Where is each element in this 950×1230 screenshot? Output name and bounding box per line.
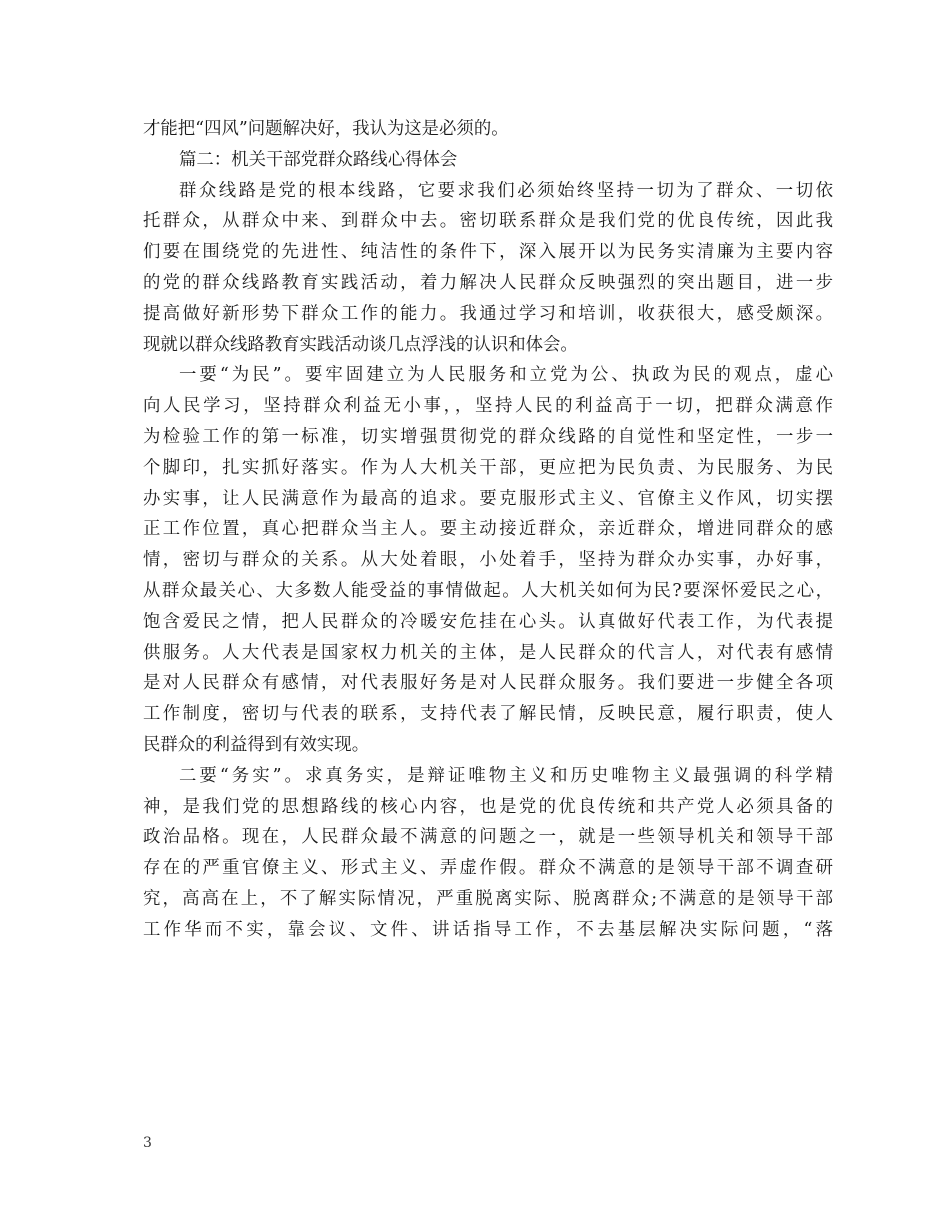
text-line: 才能把“四风”问题解决好，我认为这是必须的。 bbox=[143, 119, 509, 139]
page-number: 3 bbox=[143, 1135, 152, 1151]
text-line: 的党的群众线路教育实践活动，着力解决人民群众反映强烈的突出题目，进一步 bbox=[143, 272, 833, 293]
text-line: 向人民学习，坚持群众利益无小事，，坚持人民的利益高于一切，把群众满意作 bbox=[143, 396, 833, 417]
text-line: 为检验工作的第一标准，切实增强贯彻党的群众线路的自觉性和坚定性，一步一 bbox=[143, 426, 833, 447]
text-line: 群众线路是党的根本线路，它要求我们必须始终坚持一切为了群众、一切依 bbox=[179, 180, 833, 201]
text-line: 二要“务实”。求真务实，是辩证唯物主义和历史唯物主义最强调的科学精 bbox=[179, 765, 833, 786]
text-line: 神，是我们党的思想路线的核心内容，也是党的优良传统和共产党人必须具备的 bbox=[143, 796, 833, 817]
text-line: 政治品格。现在，人民群众最不满意的问题之一，就是一些领导机关和领导干部 bbox=[143, 827, 833, 848]
text-line: 提高做好新形势下群众工作的能力。我通过学习和培训，收获很大，感受颇深。 bbox=[143, 303, 833, 324]
text-line: 工作华而不实，靠会议、文件、讲话指导工作，不去基层解决实际问题，“落 bbox=[143, 919, 833, 940]
text-line: 供服务。人大代表是国家权力机关的主体，是人民群众的代言人，对代表有感情 bbox=[143, 642, 833, 663]
text-line: 一要“为民”。要牢固建立为人民服务和立党为公、执政为民的观点，虚心 bbox=[179, 365, 833, 386]
text-line: 究，高高在上，不了解实际情况，严重脱离实际、脱离群众;不满意的是领导干部 bbox=[143, 888, 833, 909]
text-line: 情，密切与群众的关系。从大处着眼，小处着手，坚持为群众办实事，办好事， bbox=[143, 550, 833, 571]
text-line: 们要在围绕党的先进性、纯洁性的条件下，深入展开以为民务实清廉为主要内容 bbox=[143, 242, 833, 263]
text-line: 篇二：机关干部党群众路线心得体会 bbox=[179, 149, 458, 170]
text-line: 从群众最关心、大多数人能受益的事情做起。人大机关如何为民?要深怀爱民之心， bbox=[143, 580, 833, 601]
text-line: 存在的严重官僚主义、形式主义、弄虚作假。群众不满意的是领导干部不调查研 bbox=[143, 858, 833, 879]
text-line: 办实事，让人民满意作为最高的追求。要克服形式主义、官僚主义作风，切实摆 bbox=[143, 488, 833, 509]
text-line: 饱含爱民之情，把人民群众的冷暖安危挂在心头。认真做好代表工作，为代表提 bbox=[143, 611, 833, 632]
text-line: 现就以群众线路教育实践活动谈几点浮浅的认识和体会。 bbox=[143, 334, 578, 355]
text-line: 正工作位置，真心把群众当主人。要主动接近群众，亲近群众，增进同群众的感 bbox=[143, 519, 833, 540]
document-body bbox=[143, 114, 833, 946]
text-line: 工作制度，密切与代表的联系，支持代表了解民情，反映民意，履行职责，使人 bbox=[143, 704, 833, 725]
text-line: 托群众，从群众中来、到群众中去。密切联系群众是我们党的优良传统，因此我 bbox=[143, 211, 833, 232]
text-line: 是对人民群众有感情，对代表服好务是对人民群众服务。我们要进一步健全各项 bbox=[143, 673, 833, 694]
text-line: 民群众的利益得到有效实现。 bbox=[143, 734, 370, 755]
text-line: 个脚印，扎实抓好落实。作为人大机关干部，更应把为民负责、为民服务、为民 bbox=[143, 457, 833, 478]
